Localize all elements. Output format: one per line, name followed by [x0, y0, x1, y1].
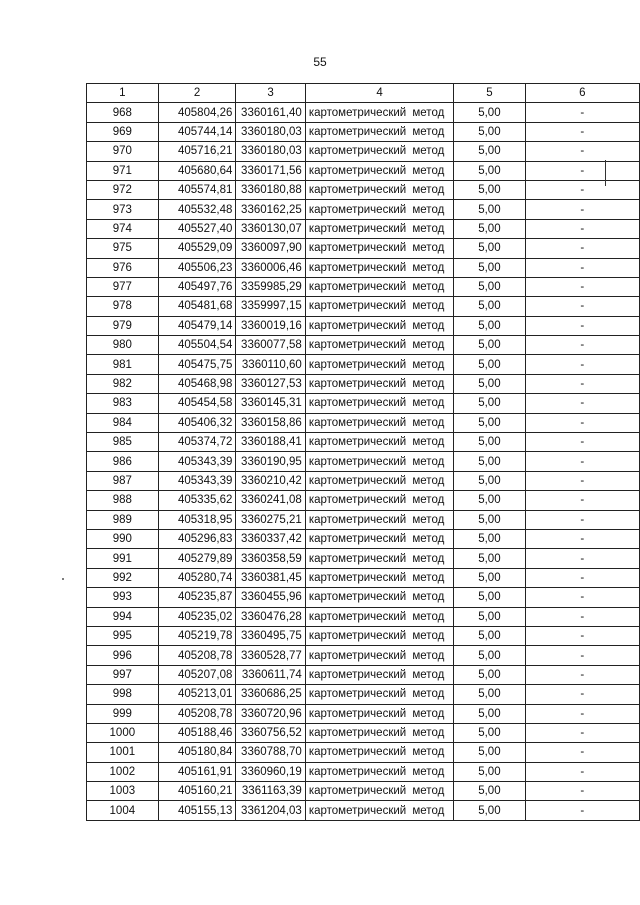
method-cell: картометрический метод — [305, 626, 453, 645]
y-coordinate-cell: 3360788,70 — [236, 743, 305, 762]
y-coordinate-cell: 3360358,59 — [236, 549, 305, 568]
table-row — [87, 626, 640, 645]
table-row — [87, 355, 640, 374]
scan-dot — [62, 578, 64, 580]
column-header: 5 — [454, 84, 525, 103]
error-cell: 5,00 — [454, 103, 525, 122]
x-coordinate-cell: 405296,83 — [158, 529, 236, 548]
method-cell: картометрический метод — [305, 665, 453, 684]
note-cell: - — [525, 626, 639, 645]
y-coordinate-cell: 3360528,77 — [236, 646, 305, 665]
method-cell: картометрический метод — [305, 510, 453, 529]
method-cell: картометрический метод — [305, 355, 453, 374]
note-cell: - — [525, 277, 639, 296]
method-cell: картометрический метод — [305, 704, 453, 723]
point-number-cell: 978 — [87, 297, 159, 316]
method-cell: картометрический метод — [305, 685, 453, 704]
y-coordinate-cell: 3360145,31 — [236, 394, 305, 413]
x-coordinate-cell: 405804,26 — [158, 103, 236, 122]
table-row — [87, 180, 640, 199]
method-cell: картометрический метод — [305, 433, 453, 452]
error-cell: 5,00 — [454, 491, 525, 510]
point-number-cell: 979 — [87, 316, 159, 335]
note-cell: - — [525, 355, 639, 374]
table-row — [87, 316, 640, 335]
note-cell: - — [525, 103, 639, 122]
x-coordinate-cell: 405160,21 — [158, 782, 236, 801]
point-number-cell: 987 — [87, 471, 159, 490]
point-number-cell: 998 — [87, 685, 159, 704]
note-cell: - — [525, 413, 639, 432]
point-number-cell: 984 — [87, 413, 159, 432]
error-cell: 5,00 — [454, 568, 525, 587]
x-coordinate-cell: 405716,21 — [158, 142, 236, 161]
point-number-cell: 972 — [87, 180, 159, 199]
method-cell: картометрический метод — [305, 161, 453, 180]
method-cell: картометрический метод — [305, 723, 453, 742]
method-cell: картометрический метод — [305, 336, 453, 355]
table-row — [87, 685, 640, 704]
method-cell: картометрический метод — [305, 549, 453, 568]
note-cell: - — [525, 336, 639, 355]
y-coordinate-cell: 3360495,75 — [236, 626, 305, 645]
y-coordinate-cell: 3360180,03 — [236, 122, 305, 141]
table-row — [87, 491, 640, 510]
table-row — [87, 374, 640, 393]
point-number-cell: 1001 — [87, 743, 159, 762]
table-row — [87, 413, 640, 432]
method-cell: картометрический метод — [305, 297, 453, 316]
method-cell: картометрический метод — [305, 471, 453, 490]
y-coordinate-cell: 3360019,16 — [236, 316, 305, 335]
error-cell: 5,00 — [454, 665, 525, 684]
y-coordinate-cell: 3359985,29 — [236, 277, 305, 296]
table-row — [87, 801, 640, 820]
method-cell: картометрический метод — [305, 646, 453, 665]
y-coordinate-cell: 3360130,07 — [236, 219, 305, 238]
point-number-cell: 969 — [87, 122, 159, 141]
error-cell: 5,00 — [454, 529, 525, 548]
method-cell: картометрический метод — [305, 277, 453, 296]
method-cell: картометрический метод — [305, 142, 453, 161]
y-coordinate-cell: 3361163,39 — [236, 782, 305, 801]
method-cell: картометрический метод — [305, 103, 453, 122]
point-number-cell: 997 — [87, 665, 159, 684]
point-number-cell: 988 — [87, 491, 159, 510]
table-row — [87, 142, 640, 161]
point-number-cell: 990 — [87, 529, 159, 548]
error-cell: 5,00 — [454, 316, 525, 335]
note-cell: - — [525, 685, 639, 704]
error-cell: 5,00 — [454, 413, 525, 432]
note-cell: - — [525, 200, 639, 219]
point-number-cell: 999 — [87, 704, 159, 723]
table-row — [87, 200, 640, 219]
error-cell: 5,00 — [454, 723, 525, 742]
x-coordinate-cell: 405744,14 — [158, 122, 236, 141]
column-header: 3 — [236, 84, 305, 103]
note-cell: - — [525, 452, 639, 471]
y-coordinate-cell: 3360210,42 — [236, 471, 305, 490]
note-cell: - — [525, 782, 639, 801]
x-coordinate-cell: 405454,58 — [158, 394, 236, 413]
x-coordinate-cell: 405279,89 — [158, 549, 236, 568]
y-coordinate-cell: 3360162,25 — [236, 200, 305, 219]
table-row — [87, 277, 640, 296]
method-cell: картометрический метод — [305, 801, 453, 820]
point-number-cell: 971 — [87, 161, 159, 180]
note-cell: - — [525, 607, 639, 626]
error-cell: 5,00 — [454, 762, 525, 781]
x-coordinate-cell: 405161,91 — [158, 762, 236, 781]
error-cell: 5,00 — [454, 743, 525, 762]
y-coordinate-cell: 3360337,42 — [236, 529, 305, 548]
method-cell: картометрический метод — [305, 607, 453, 626]
error-cell: 5,00 — [454, 355, 525, 374]
y-coordinate-cell: 3360006,46 — [236, 258, 305, 277]
table-row — [87, 103, 640, 122]
table-row — [87, 762, 640, 781]
note-cell: - — [525, 510, 639, 529]
note-cell: - — [525, 549, 639, 568]
note-cell: - — [525, 161, 639, 180]
note-cell: - — [525, 258, 639, 277]
x-coordinate-cell: 405207,08 — [158, 665, 236, 684]
note-cell: - — [525, 471, 639, 490]
table-row — [87, 161, 640, 180]
x-coordinate-cell: 405188,46 — [158, 723, 236, 742]
x-coordinate-cell: 405235,02 — [158, 607, 236, 626]
table-row — [87, 549, 640, 568]
note-cell: - — [525, 529, 639, 548]
error-cell: 5,00 — [454, 297, 525, 316]
x-coordinate-cell: 405213,01 — [158, 685, 236, 704]
x-coordinate-cell: 405155,13 — [158, 801, 236, 820]
x-coordinate-cell: 405527,40 — [158, 219, 236, 238]
point-number-cell: 985 — [87, 433, 159, 452]
error-cell: 5,00 — [454, 549, 525, 568]
x-coordinate-cell: 405475,75 — [158, 355, 236, 374]
error-cell: 5,00 — [454, 219, 525, 238]
x-coordinate-cell: 405529,09 — [158, 239, 236, 258]
error-cell: 5,00 — [454, 685, 525, 704]
x-coordinate-cell: 405318,95 — [158, 510, 236, 529]
x-coordinate-cell: 405180,84 — [158, 743, 236, 762]
note-cell: - — [525, 239, 639, 258]
point-number-cell: 986 — [87, 452, 159, 471]
table-row — [87, 471, 640, 490]
table-row — [87, 723, 640, 742]
point-number-cell: 982 — [87, 374, 159, 393]
point-number-cell: 989 — [87, 510, 159, 529]
x-coordinate-cell: 405506,23 — [158, 258, 236, 277]
error-cell: 5,00 — [454, 161, 525, 180]
note-cell: - — [525, 394, 639, 413]
column-header: 1 — [87, 84, 159, 103]
x-coordinate-cell: 405374,72 — [158, 433, 236, 452]
note-cell: - — [525, 801, 639, 820]
x-coordinate-cell: 405335,62 — [158, 491, 236, 510]
y-coordinate-cell: 3360097,90 — [236, 239, 305, 258]
y-coordinate-cell: 3360110,60 — [236, 355, 305, 374]
error-cell: 5,00 — [454, 122, 525, 141]
y-coordinate-cell: 3360171,56 — [236, 161, 305, 180]
y-coordinate-cell: 3360455,96 — [236, 588, 305, 607]
method-cell: картометрический метод — [305, 258, 453, 277]
y-coordinate-cell: 3361204,03 — [236, 801, 305, 820]
point-number-cell: 980 — [87, 336, 159, 355]
error-cell: 5,00 — [454, 646, 525, 665]
note-cell: - — [525, 646, 639, 665]
error-cell: 5,00 — [454, 277, 525, 296]
note-cell: - — [525, 122, 639, 141]
scan-edge-mark — [605, 160, 606, 186]
point-number-cell: 1003 — [87, 782, 159, 801]
note-cell: - — [525, 665, 639, 684]
method-cell: картометрический метод — [305, 491, 453, 510]
note-cell: - — [525, 180, 639, 199]
y-coordinate-cell: 3360127,53 — [236, 374, 305, 393]
x-coordinate-cell: 405504,54 — [158, 336, 236, 355]
error-cell: 5,00 — [454, 142, 525, 161]
page-number: 55 — [313, 55, 327, 69]
point-number-cell: 1002 — [87, 762, 159, 781]
y-coordinate-cell: 3360275,21 — [236, 510, 305, 529]
error-cell: 5,00 — [454, 588, 525, 607]
point-number-cell: 977 — [87, 277, 159, 296]
y-coordinate-cell: 3360180,03 — [236, 142, 305, 161]
table-row — [87, 588, 640, 607]
error-cell: 5,00 — [454, 200, 525, 219]
error-cell: 5,00 — [454, 374, 525, 393]
table-row — [87, 665, 640, 684]
point-number-cell: 994 — [87, 607, 159, 626]
column-header: 2 — [158, 84, 236, 103]
table-row — [87, 433, 640, 452]
x-coordinate-cell: 405680,64 — [158, 161, 236, 180]
x-coordinate-cell: 405219,78 — [158, 626, 236, 645]
method-cell: картометрический метод — [305, 588, 453, 607]
error-cell: 5,00 — [454, 801, 525, 820]
table-row — [87, 258, 640, 277]
x-coordinate-cell: 405479,14 — [158, 316, 236, 335]
column-header: 4 — [305, 84, 453, 103]
y-coordinate-cell: 3360180,88 — [236, 180, 305, 199]
point-number-cell: 981 — [87, 355, 159, 374]
column-header: 6 — [525, 84, 639, 103]
method-cell: картометрический метод — [305, 529, 453, 548]
error-cell: 5,00 — [454, 510, 525, 529]
method-cell: картометрический метод — [305, 180, 453, 199]
error-cell: 5,00 — [454, 782, 525, 801]
table-row — [87, 219, 640, 238]
x-coordinate-cell: 405532,48 — [158, 200, 236, 219]
point-number-cell: 973 — [87, 200, 159, 219]
note-cell: - — [525, 568, 639, 587]
method-cell: картометрический метод — [305, 239, 453, 258]
error-cell: 5,00 — [454, 180, 525, 199]
table-row — [87, 336, 640, 355]
table-row — [87, 122, 640, 141]
table-row — [87, 297, 640, 316]
note-cell: - — [525, 297, 639, 316]
table-header-row — [87, 84, 640, 103]
table-row — [87, 510, 640, 529]
error-cell: 5,00 — [454, 471, 525, 490]
table-row — [87, 394, 640, 413]
y-coordinate-cell: 3360720,96 — [236, 704, 305, 723]
x-coordinate-cell: 405481,68 — [158, 297, 236, 316]
table-row — [87, 452, 640, 471]
method-cell: картометрический метод — [305, 316, 453, 335]
note-cell: - — [525, 762, 639, 781]
x-coordinate-cell: 405343,39 — [158, 452, 236, 471]
x-coordinate-cell: 405343,39 — [158, 471, 236, 490]
error-cell: 5,00 — [454, 452, 525, 471]
point-number-cell: 975 — [87, 239, 159, 258]
table-row — [87, 743, 640, 762]
note-cell: - — [525, 374, 639, 393]
y-coordinate-cell: 3360161,40 — [236, 103, 305, 122]
table-row — [87, 646, 640, 665]
x-coordinate-cell: 405406,32 — [158, 413, 236, 432]
x-coordinate-cell: 405280,74 — [158, 568, 236, 587]
note-cell: - — [525, 142, 639, 161]
x-coordinate-cell: 405235,87 — [158, 588, 236, 607]
method-cell: картометрический метод — [305, 413, 453, 432]
error-cell: 5,00 — [454, 433, 525, 452]
x-coordinate-cell: 405497,76 — [158, 277, 236, 296]
method-cell: картометрический метод — [305, 219, 453, 238]
method-cell: картометрический метод — [305, 452, 453, 471]
method-cell: картометрический метод — [305, 782, 453, 801]
point-number-cell: 1004 — [87, 801, 159, 820]
y-coordinate-cell: 3360158,86 — [236, 413, 305, 432]
point-number-cell: 974 — [87, 219, 159, 238]
point-number-cell: 996 — [87, 646, 159, 665]
method-cell: картометрический метод — [305, 374, 453, 393]
x-coordinate-cell: 405574,81 — [158, 180, 236, 199]
y-coordinate-cell: 3360756,52 — [236, 723, 305, 742]
method-cell: картометрический метод — [305, 743, 453, 762]
y-coordinate-cell: 3360077,58 — [236, 336, 305, 355]
x-coordinate-cell: 405208,78 — [158, 704, 236, 723]
note-cell: - — [525, 704, 639, 723]
point-number-cell: 983 — [87, 394, 159, 413]
point-number-cell: 970 — [87, 142, 159, 161]
y-coordinate-cell: 3360381,45 — [236, 568, 305, 587]
table-row — [87, 568, 640, 587]
note-cell: - — [525, 491, 639, 510]
table-row — [87, 529, 640, 548]
note-cell: - — [525, 433, 639, 452]
y-coordinate-cell: 3360241,08 — [236, 491, 305, 510]
method-cell: картометрический метод — [305, 568, 453, 587]
method-cell: картометрический метод — [305, 762, 453, 781]
y-coordinate-cell: 3359997,15 — [236, 297, 305, 316]
table-row — [87, 782, 640, 801]
y-coordinate-cell: 3360686,25 — [236, 685, 305, 704]
method-cell: картометрический метод — [305, 200, 453, 219]
point-number-cell: 1000 — [87, 723, 159, 742]
table-row — [87, 607, 640, 626]
y-coordinate-cell: 3360960,19 — [236, 762, 305, 781]
error-cell: 5,00 — [454, 626, 525, 645]
method-cell: картометрический метод — [305, 394, 453, 413]
point-number-cell: 968 — [87, 103, 159, 122]
point-number-cell: 976 — [87, 258, 159, 277]
error-cell: 5,00 — [454, 239, 525, 258]
note-cell: - — [525, 316, 639, 335]
note-cell: - — [525, 588, 639, 607]
error-cell: 5,00 — [454, 336, 525, 355]
point-number-cell: 995 — [87, 626, 159, 645]
note-cell: - — [525, 743, 639, 762]
coordinates-table — [86, 83, 640, 821]
table-body — [87, 103, 640, 820]
table-row — [87, 704, 640, 723]
error-cell: 5,00 — [454, 607, 525, 626]
y-coordinate-cell: 3360476,28 — [236, 607, 305, 626]
y-coordinate-cell: 3360190,95 — [236, 452, 305, 471]
method-cell: картометрический метод — [305, 122, 453, 141]
point-number-cell: 992 — [87, 568, 159, 587]
y-coordinate-cell: 3360188,41 — [236, 433, 305, 452]
table-row — [87, 239, 640, 258]
point-number-cell: 991 — [87, 549, 159, 568]
y-coordinate-cell: 3360611,74 — [236, 665, 305, 684]
error-cell: 5,00 — [454, 394, 525, 413]
x-coordinate-cell: 405468,98 — [158, 374, 236, 393]
point-number-cell: 993 — [87, 588, 159, 607]
note-cell: - — [525, 723, 639, 742]
error-cell: 5,00 — [454, 258, 525, 277]
note-cell: - — [525, 219, 639, 238]
error-cell: 5,00 — [454, 704, 525, 723]
x-coordinate-cell: 405208,78 — [158, 646, 236, 665]
